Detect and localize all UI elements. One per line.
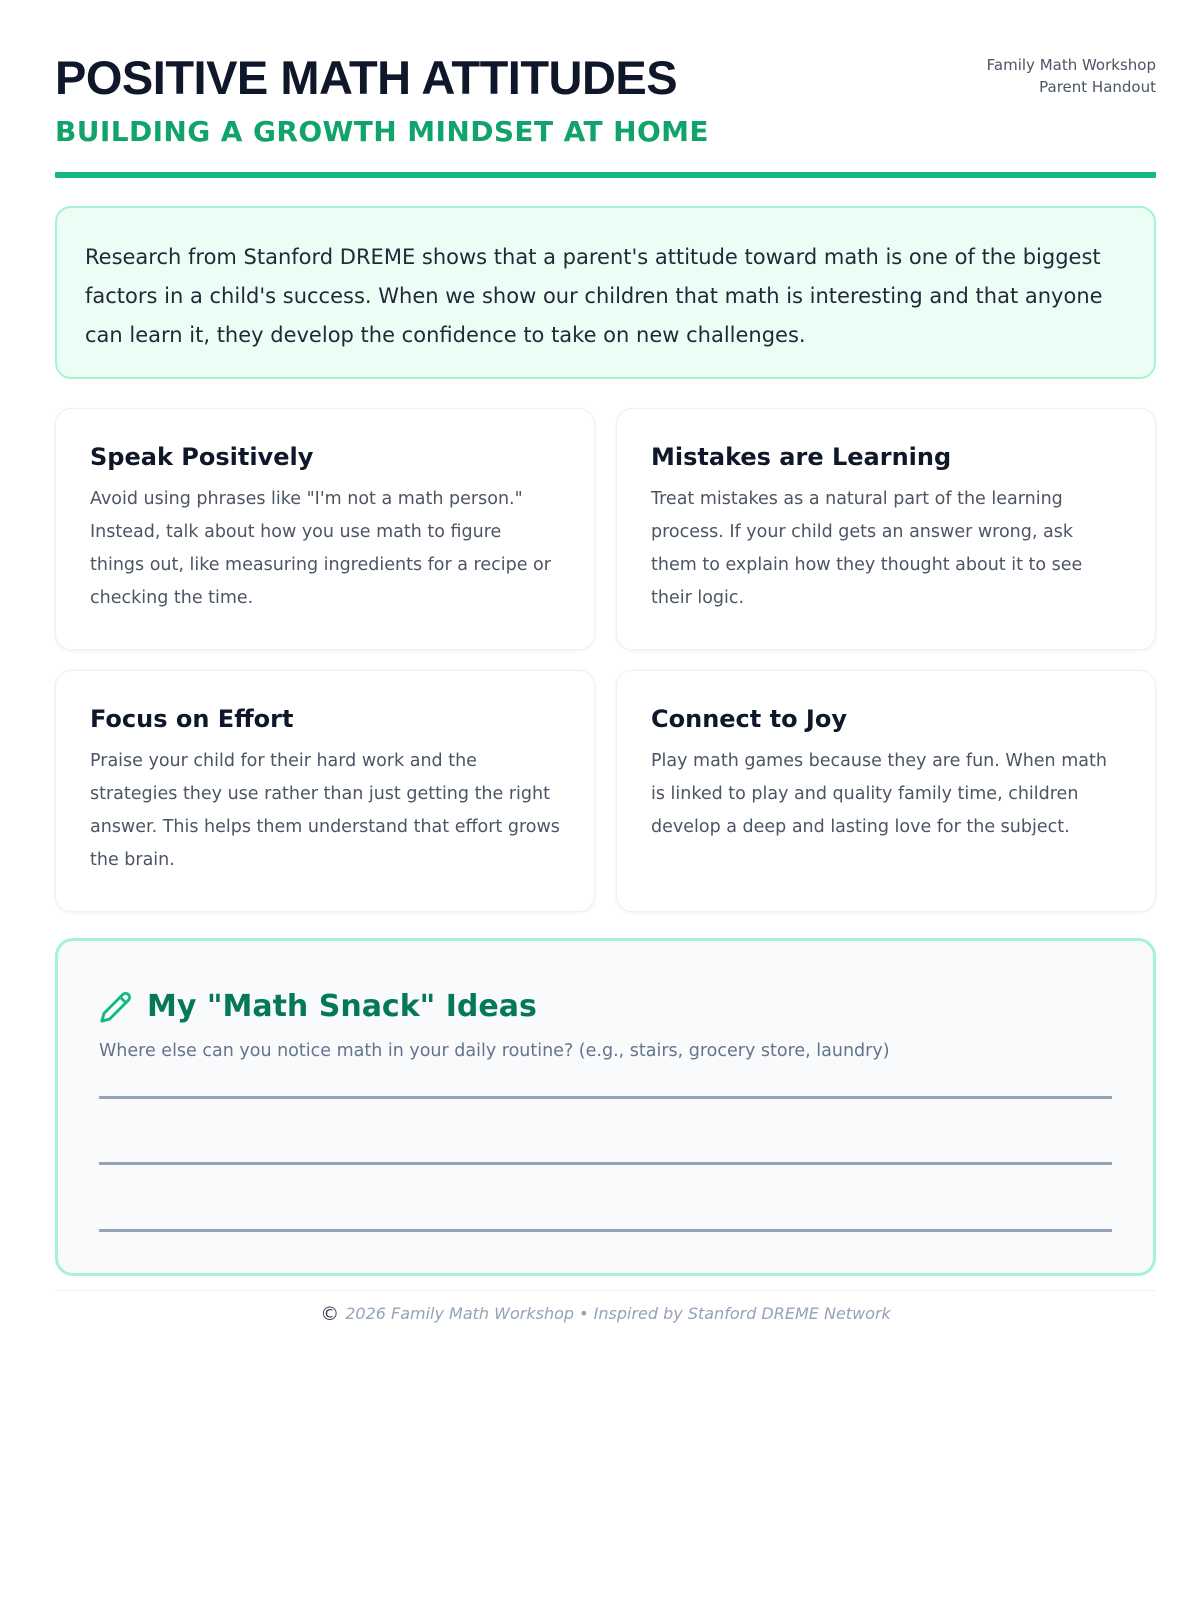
write-in-line[interactable] [99, 1096, 1112, 1099]
tip-card-speak-positively [55, 408, 595, 650]
header-divider [55, 172, 1156, 178]
footer-divider [55, 1290, 1156, 1291]
math-snack-worksheet [55, 938, 1156, 1276]
footer-text: 2026 Family Math Workshop • Inspired by Stanford DREME Network [345, 1304, 891, 1323]
workshop-name: Family Math Workshop [986, 56, 1156, 74]
tip-card-title: Mistakes are Learning [651, 443, 952, 471]
tip-card-body: Praise your child for their hard work and the strategies they use rather than just getting the right answer. This helps them understand that effort grows the brain. [90, 751, 560, 870]
header [55, 0, 1156, 180]
tip-card-body: Treat mistakes as a natural part of the learning process. If your child gets an answer wrong, ask them to explain how they thought about it to see their logic. [651, 489, 1083, 608]
write-in-line[interactable] [99, 1229, 1112, 1232]
pencil-icon [99, 990, 133, 1024]
tip-card-title: Speak Positively [90, 443, 314, 471]
tip-card-body: Avoid using phrases like "I'm not a math person." Instead, talk about how you use math to figure things out, like measuring ingredients for a recipe or checking the time. [90, 489, 551, 608]
tip-card-mistakes-are-learning [616, 408, 1156, 650]
header-meta [987, 54, 1156, 98]
page-subtitle: BUILDING A GROWTH MINDSET AT HOME [55, 115, 709, 148]
page-title: POSITIVE MATH ATTITUDES [55, 51, 678, 104]
footer [55, 1303, 1156, 1325]
tip-card-connect-to-joy [616, 670, 1156, 912]
math-snack-title: My "Math Snack" Ideas [147, 989, 537, 1024]
handout-page [55, 0, 1156, 1325]
handout-label: Parent Handout [1039, 78, 1156, 96]
tip-card-focus-on-effort [55, 670, 595, 912]
tip-card-title: Connect to Joy [651, 705, 847, 733]
intro-callout [55, 206, 1156, 379]
copyright-icon: © [320, 1303, 340, 1325]
tip-card-title: Focus on Effort [90, 705, 294, 733]
write-in-line[interactable] [99, 1162, 1112, 1165]
math-snack-header [99, 989, 537, 1024]
math-snack-prompt: Where else can you notice math in your daily routine? (e.g., stairs, grocery store, laundry) [99, 1041, 890, 1061]
tip-card-body: Play math games because they are fun. When math is linked to play and quality family time, children develop a deep and lasting love for the subject. [651, 751, 1107, 837]
intro-text: Research from Stanford DREME shows that a parent's attitude toward math is one of the biggest factors in a child's success. When we show our children that math is interesting and that anyone can learn it, they develop the confidence to take on new challenges. [85, 245, 1103, 347]
